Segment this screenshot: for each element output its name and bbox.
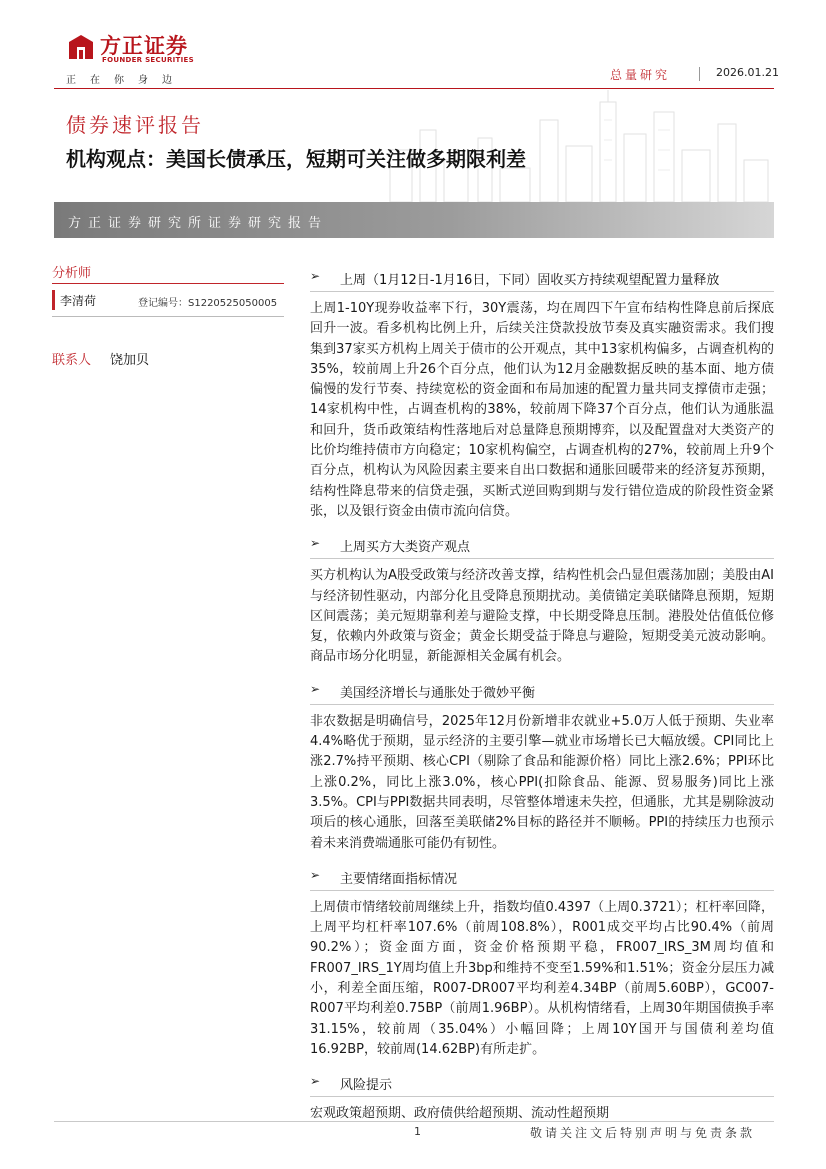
section-heading [310,529,774,559]
report-category: 总量研究 [610,68,671,82]
section-title: 主要情绪面指标情况 [340,871,458,887]
institute-banner [54,202,774,238]
section-sentiment [310,861,774,1060]
sidebar-rule [52,283,284,284]
footer-disclaimer: 敬请关注文后特别声明与免责条款 [530,1126,756,1140]
analyst-label: 分析师 [52,266,92,281]
section-body: 上周1-10Y现券收益率下行，30Y震荡，均在周四下午宣布结构性降息前后探底回升一波。看多机构比例上升，后续关注贷款投放节奏及真实融资需求。我们搜集到37家买方机构上周关于债市的公开观点，其中13家机构偏多，占调查机构的35%，较前周上升26个百分点，他们认为12月金融数据反映的基本面、地方债偏慢的发行节奏、持续宽松的资金面和布局加速的配置力量共同支撑债市走强；14家机构中性，占调查机构的38%，较前周下降37个百分点，他们认为通胀温和回升，货币政策结构性落地后对总量降息预期博弈，以及配置盘对大类资产的比价均维持债市方向稳定；10家机构偏空，占调查机构的27%，较前周上升9个百分点，机构认为风险因素主要来自出口数据和通胀回暖带来的经济复苏预期，结构性降息带来的信贷走强，买断式逆回购到期与发行错位造成的阶段性资金紧张，以及银行资金由债市流向信贷。 [310,301,774,519]
section-heading [310,861,774,891]
banner-text: 方正证券研究所证券研究报告 [68,216,329,231]
section-body: 上周债市情绪较前周继续上升，指数均值0.4397（上周0.3721）；杠杆率回降，上周平均杠杆率107.6%（前周108.8%），R001成交平均占比90.4%（前周90.2%）；资金面方面，资金价格预期平稳，FR007_IRS_3M周均值和FR007_IRS_1Y周均值上升3bp和维持不变至1.59%和1.51%；资金分层压力减小，利差全面压缩，R007-DR007平均利差4.34BP（前周5.60BP），GC007-R007平均利差0.75BP（前周1.96BP）。从机构情绪看，上周30年期国债换手率31.15%，较前周（35.04%）小幅回降；上周10Y国开与国债利差均值16.92BP，较前周(14.62BP)有所走扩。 [310,899,774,1057]
sidebar-rule-lower [52,316,284,317]
arrow-bullet-icon: ➢ [310,269,321,283]
section-risk [310,1067,774,1124]
section-heading [310,675,774,705]
arrow-bullet-icon: ➢ [310,681,321,696]
arrow-bullet-icon: ➢ [310,1074,321,1089]
section-title: 风险提示 [340,1078,393,1094]
arrow-bullet-icon: ➢ [310,536,321,551]
founder-logo-icon [66,32,96,62]
report-date: 2026.01.21 [716,66,779,79]
header-separator [699,67,700,81]
section-asset-view [310,529,774,667]
page-number: 1 [414,1125,421,1138]
footer-rule [54,1121,774,1122]
header-rule [54,88,774,89]
report-title: 机构观点：美国长债承压，短期可关注做多期限利差 [66,147,526,171]
section-weekly-view [310,262,774,522]
contact-label: 联系人 [52,353,92,368]
arrow-bullet-icon: ➢ [310,867,321,882]
section-body: 买方机构认为A股受政策与经济改善支撑，结构性机会凸显但震荡加剧；美股由AI与经济韧性驱动，内部分化且受降息预期扰动。美债锚定美联储降息预期，短期区间震荡；美元短期靠利差与避险支撑，中长期受降息压制。港股处估值低位修复，依赖内外政策与资金；黄金长期受益于降息与避险，短期受美元波动影响。商品市场分化明显，新能源相关金属有机会。 [310,568,774,665]
slogan: 正在你身边 [66,75,186,86]
section-body: 宏观政策超预期、政府债供给超预期、流动性超预期 [310,1106,610,1122]
section-title: 美国经济增长与通胀处于微妙平衡 [340,685,536,701]
report-type: 债券速评报告 [66,113,204,137]
logo-chinese-name: 方正证券 [100,34,188,58]
section-title: 上周买方大类资产观点 [340,540,471,556]
logo-english-name: FOUNDER SECURITIES [102,56,194,64]
section-body: 非农数据是明确信号，2025年12月份新增非农就业+5.0万人低于预期、失业率4.4%略优于预期，显示经济的主要引擎—就业市场增长已大幅放缓。CPI同比上涨2.7%持平预期、核心CPI（剔除了食品和能源价格）同比上涨2.6%；PPI环比上涨0.2%，同比上涨3.0%，核心PPI(扣除食品、能源、贸易服务)同比上涨3.5%。CPI与PPI数据共同表明，尽管整体增速未失控，但通胀，尤其是剔除波动项后的核心通胀，回落至美联储2%目标的路径并不顺畅。PPI的持续压力也预示着未来消费端通胀可能仍有韧性。 [310,713,774,851]
analyst-registration: 登记编号：S1220525050005 [138,298,278,309]
section-title: 上周（1月12日-1月16日，下同）固收买方持续观望配置力量释放 [340,273,720,288]
section-heading [310,1067,774,1097]
section-us-economy [310,675,774,854]
analyst-accent-bar [52,290,55,310]
analyst-name: 李清荷 [60,294,97,308]
section-heading [310,262,774,292]
main-content [310,262,774,1132]
contact-name: 饶加贝 [110,353,150,368]
